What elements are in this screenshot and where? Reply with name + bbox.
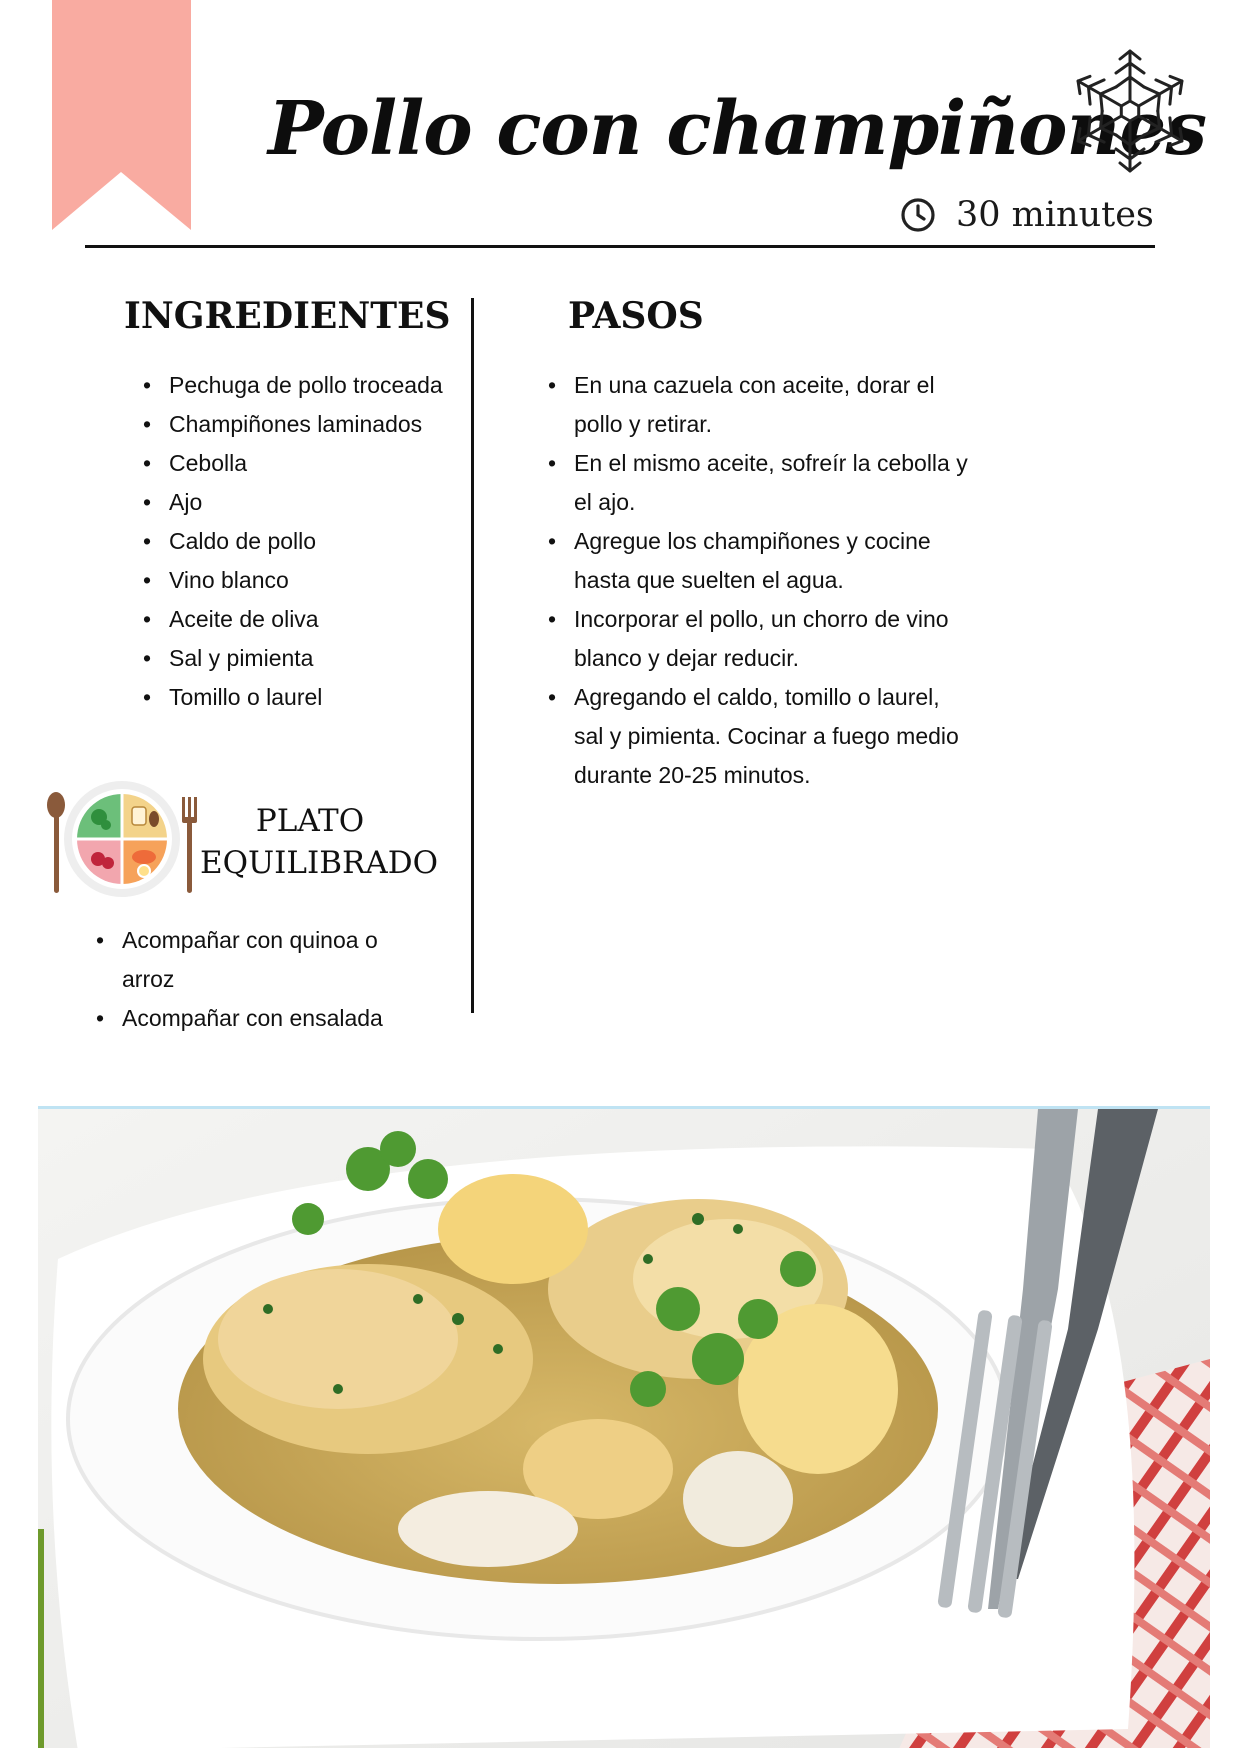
- clock-icon: [900, 197, 936, 233]
- ingredient-item: • Ajo: [143, 483, 463, 522]
- ingredient-item: • Pechuga de pollo troceada: [143, 366, 463, 405]
- cooking-time: [900, 190, 1154, 240]
- header-rule: [85, 245, 1155, 248]
- ingredient-item: • Sal y pimienta: [143, 639, 463, 678]
- column-divider: [471, 298, 474, 1013]
- recipe-title: Pollo con champiñones: [268, 86, 1207, 172]
- step-item: • Agregando el caldo, tomillo o laurel, sal y pimienta. Cocinar a fuego medio durante 20-25 minutos.: [548, 678, 968, 795]
- ingredient-item: • Champiñones laminados: [143, 405, 463, 444]
- step-item: • En el mismo aceite, sofreír la cebolla y el ajo.: [548, 444, 968, 522]
- plato-heading-line1: PLATO: [255, 803, 365, 839]
- ingredient-item: • Cebolla: [143, 444, 463, 483]
- step-item: • Agregue los champiñones y cocine hasta que suelten el agua.: [548, 522, 968, 600]
- ingredients-list: [143, 366, 463, 717]
- ingredient-item: • Caldo de pollo: [143, 522, 463, 561]
- ingredient-item: • Aceite de oliva: [143, 600, 463, 639]
- plato-heading: [200, 800, 439, 884]
- bookmark-ribbon: [52, 0, 191, 230]
- ingredient-item: • Tomillo o laurel: [143, 678, 463, 717]
- steps-list: [548, 366, 968, 795]
- plato-item: • Acompañar con ensalada: [96, 999, 426, 1038]
- plato-item: • Acompañar con quinoa o arroz: [96, 921, 426, 999]
- snowflake-icon: [1070, 46, 1190, 176]
- step-item: • Incorporar el pollo, un chorro de vino blanco y dejar reducir.: [548, 600, 968, 678]
- ingredient-item: • Vino blanco: [143, 561, 463, 600]
- steps-heading: PASOS: [568, 295, 704, 337]
- plato-heading-line2: EQUILIBRADO: [200, 845, 439, 881]
- ingredients-heading: INGREDIENTES: [124, 295, 451, 337]
- dish-photo: [38, 1106, 1210, 1748]
- balanced-plate-icon: [44, 775, 200, 900]
- time-label: 30 minutes: [956, 195, 1154, 235]
- step-item: • En una cazuela con aceite, dorar el pollo y retirar.: [548, 366, 968, 444]
- plato-list: [96, 921, 426, 1038]
